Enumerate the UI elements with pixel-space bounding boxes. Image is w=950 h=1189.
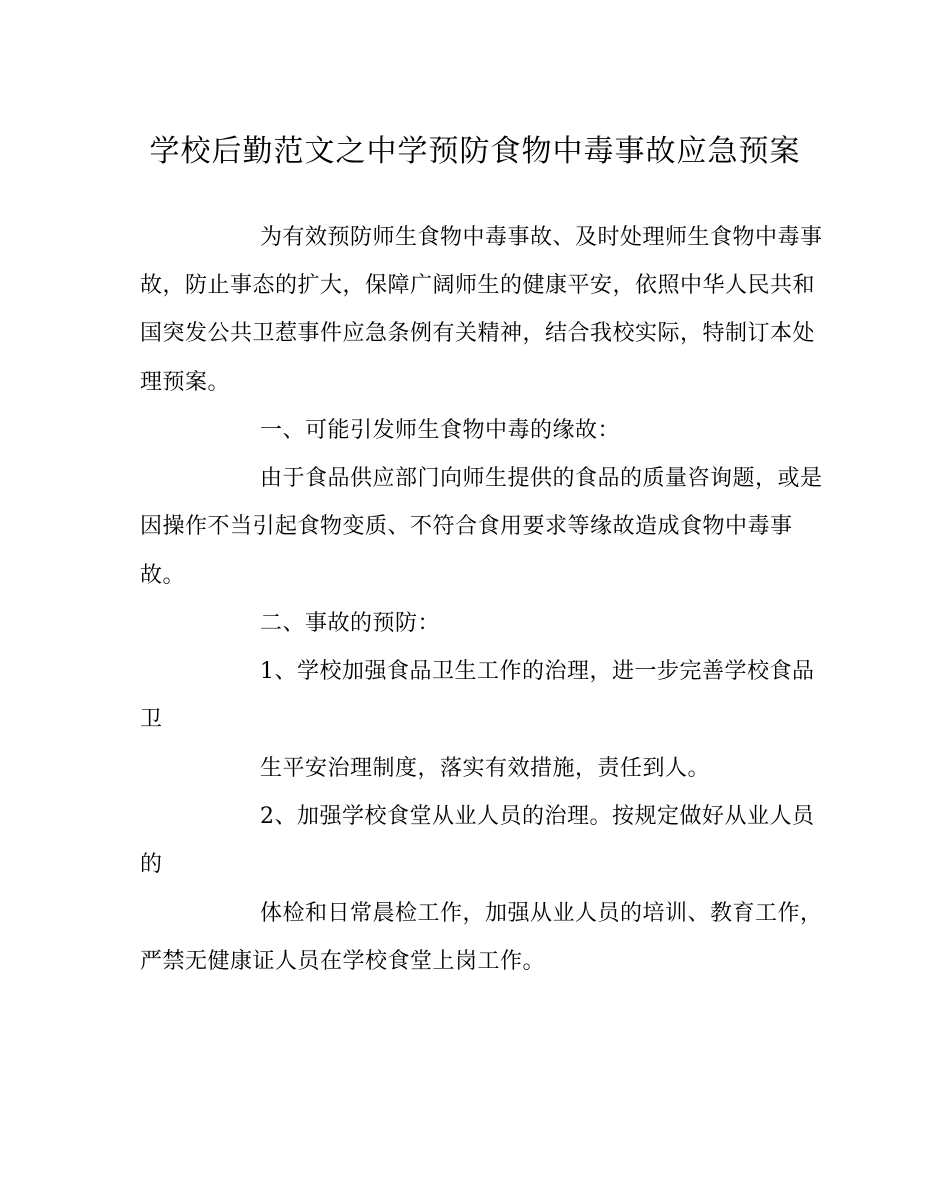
paragraph-line: 为有效预防师生食物中毒事故、及时处理师生食物中毒事 xyxy=(260,225,823,250)
paragraph-line: 故，防止事态的扩大，保障广阔师生的健康平安，依照中华人民共和 xyxy=(140,273,816,298)
paragraph-line: 体检和日常晨检工作，加强从业人员的培训、教育工作， xyxy=(260,901,823,926)
paragraph-line: 由于食品供应部门向师生提供的食品的质量咨询题，或是 xyxy=(260,466,823,491)
paragraph-line: 故。 xyxy=(140,563,186,588)
document-title: 学校后勤范文之中学预防食物中毒事故应急预案 xyxy=(149,134,801,169)
section-heading: 一、可能引发师生食物中毒的缘故： xyxy=(260,418,621,443)
paragraph-line: 因操作不当引起食物变质、不符合食用要求等缘故造成食物中毒事 xyxy=(140,514,793,539)
paragraph-line: 2、加强学校食堂从业人员的治理。按规定做好从业人员 xyxy=(260,804,815,829)
paragraph-line: 生平安治理制度，落实有效措施，责任到人。 xyxy=(260,756,711,781)
paragraph-line: 1、学校加强食品卫生工作的治理，进一步完善学校食品 xyxy=(260,659,815,684)
paragraph-line: 严禁无健康证人员在学校食堂上岗工作。 xyxy=(140,949,546,974)
paragraph-line: 卫 xyxy=(140,707,163,732)
paragraph-line: 国突发公共卫惹事件应急条例有关精神，结合我校实际，特制订本处 xyxy=(140,321,816,346)
paragraph-line: 的 xyxy=(140,852,163,877)
paragraph-line: 理预案。 xyxy=(140,370,231,395)
section-heading: 二、事故的预防： xyxy=(260,611,441,636)
